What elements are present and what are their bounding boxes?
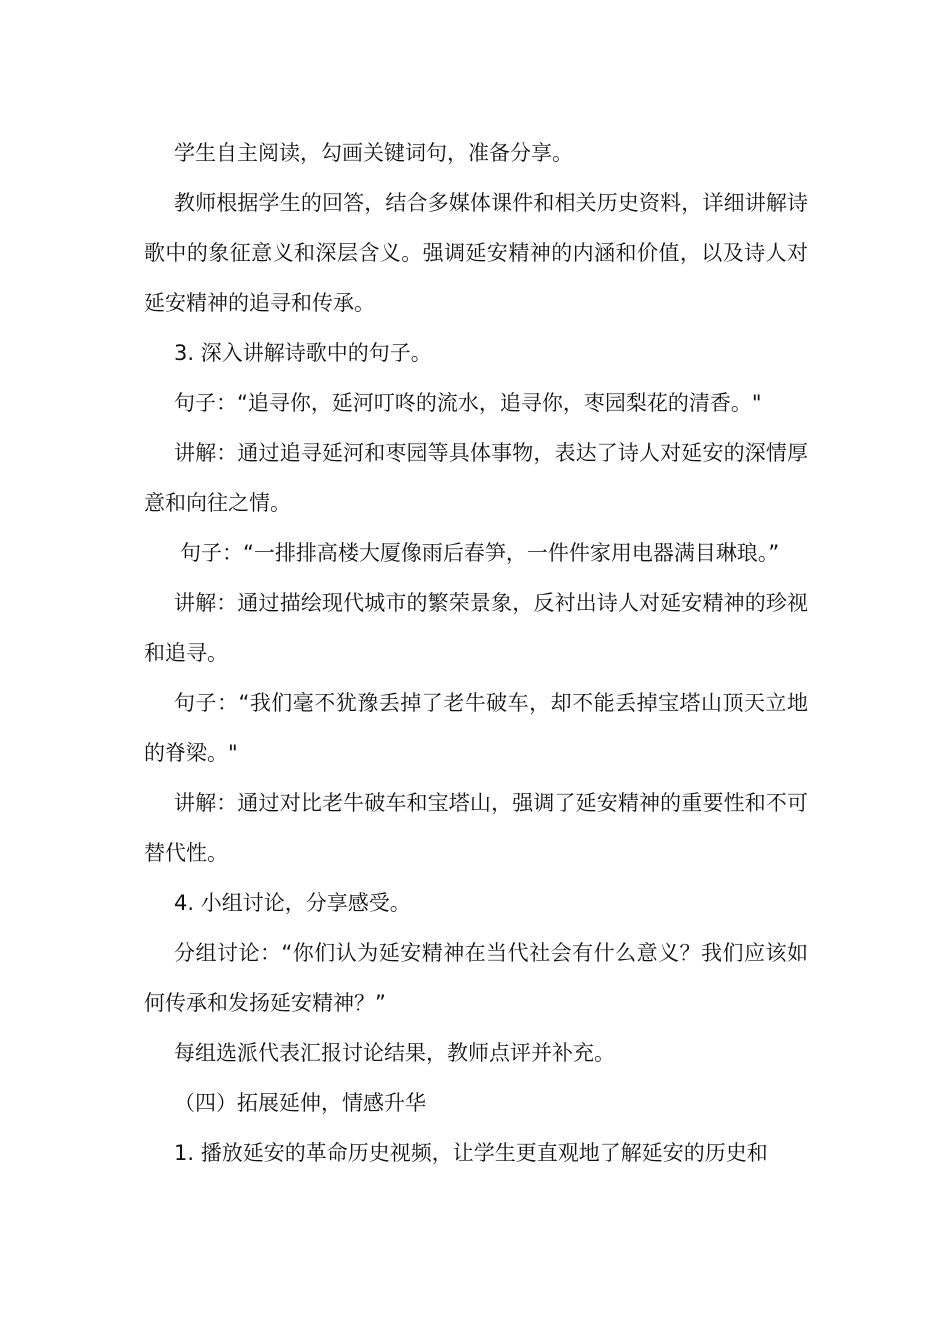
step-1-video: 1. 播放延安的革命历史视频，让学生更直观地了解延安的历史和	[174, 1141, 768, 1165]
sentence-quote-1: 句子：“追寻你，延河叮咚的流水，追寻你，枣园梨花的清香。"	[174, 391, 762, 415]
step-4-heading: 4. 小组讨论，分享感受。	[174, 891, 411, 915]
step-3-heading: 3. 深入讲解诗歌中的句子。	[174, 341, 432, 365]
explanation-3: 讲解：通过对比老牛破车和宝塔山，强调了延安精神的重要性和不可替代性。	[144, 791, 808, 865]
explanation-1: 讲解：通过追寻延河和枣园等具体事物，表达了诗人对延安的深情厚意和向往之情。	[144, 441, 808, 515]
document-body	[144, 128, 808, 1178]
sentence-quote-3: 句子：“我们毫不犹豫丢掉了老牛破车，却不能丢掉宝塔山顶天立地的脊梁。"	[144, 691, 808, 765]
section-4-heading: （四）拓展延伸，情感升华	[174, 1091, 426, 1115]
sentence-quote-2: 句子：“一排排高楼大厦像雨后春笋，一件件家用电器满目琳琅。”	[180, 541, 780, 565]
paragraph-student-reading: 学生自主阅读，勾画关键词句，准备分享。	[174, 141, 573, 165]
group-discussion-question: 分组讨论：“你们认为延安精神在当代社会有什么意义？我们应该如何传承和发扬延安精神？”	[144, 941, 808, 1015]
explanation-2: 讲解：通过描绘现代城市的繁荣景象，反衬出诗人对延安精神的珍视和追寻。	[144, 591, 808, 665]
group-report: 每组选派代表汇报讨论结果，教师点评并补充。	[174, 1041, 615, 1065]
paragraph-teacher-explanation: 教师根据学生的回答，结合多媒体课件和相关历史资料，详细讲解诗歌中的象征意义和深层含义。强调延安精神的内涵和价值，以及诗人对延安精神的追寻和传承。	[144, 191, 808, 315]
